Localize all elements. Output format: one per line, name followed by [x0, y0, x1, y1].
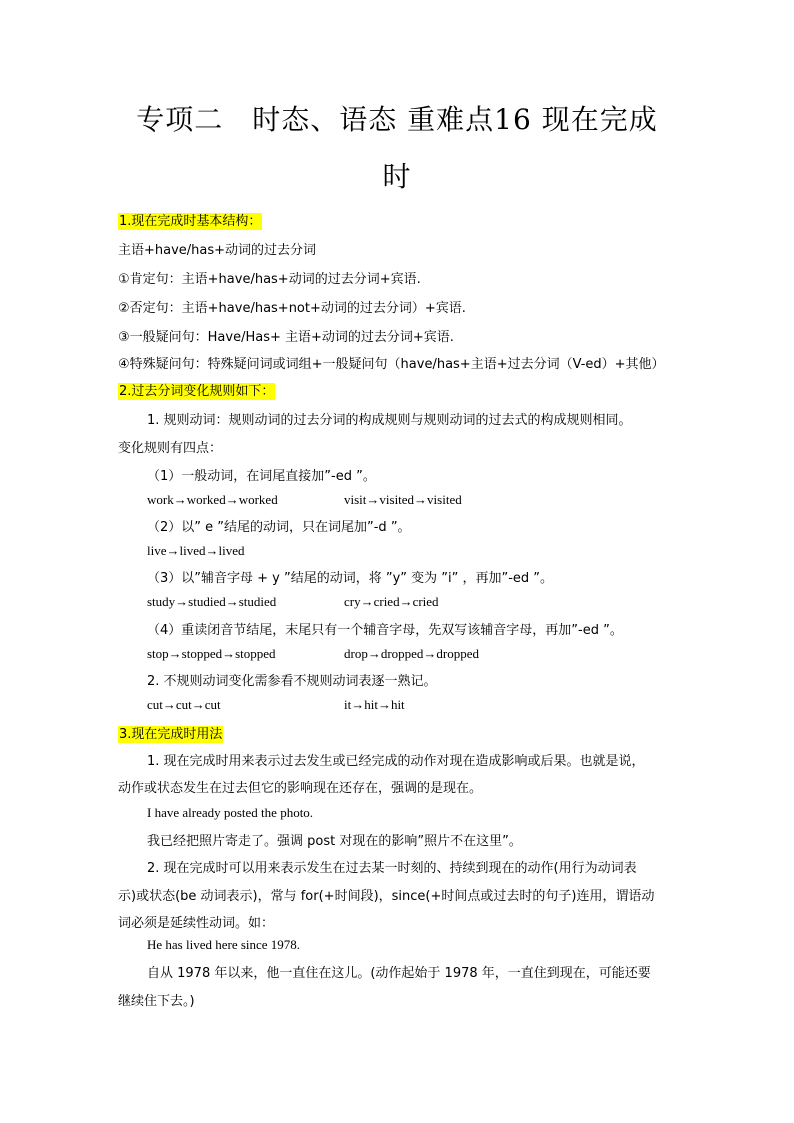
example-3a: study→studied→studied [147, 594, 277, 609]
usage-1-text: 1. 现在完成时用来表示过去发生或已经完成的动作对现在造成影响或后果。也就是说， [147, 754, 645, 769]
example-sentence-1: I have already posted the photo. [147, 805, 314, 820]
example-5b: it→hit→hit [344, 697, 405, 712]
rule-1-continued: 变化规则有四点： [118, 441, 223, 456]
usage-2-text: 2. 现在完成时可以用来表示发生在过去某一时刻的、持续到现在的动作(用行为动词表 [147, 861, 637, 876]
example-5a: cut→cut→cut [147, 697, 221, 712]
sub-rule-4: （4）重读闭音节结尾，末尾只有一个辅音字母，先双写该辅音字母，再加”-ed ”。 [147, 623, 623, 638]
negative-line: ②否定句：主语+have/has+not+动词的过去分词）+宾语. [118, 301, 466, 316]
general-question-line: ③一般疑问句：Have/Has+ 主语+动词的过去分词+宾语. [118, 330, 454, 345]
example-4a: stop→stopped→stopped [147, 646, 276, 661]
example-translation-2: 自从 1978 年以来，他一直住在这儿。(动作起始于 1978 年，一直住到现在，可能还要 [147, 966, 651, 981]
example-translation-2-continued: 继续住下去。) [118, 994, 195, 1009]
sub-rule-3: （3）以”辅音字母 + y ”结尾的动词，将 ”y” 变为 ”i” ，再加”-ed ”。 [147, 571, 554, 586]
page-title-line-1: 专项二 时态、语态 重难点16 现在完成 [136, 103, 658, 136]
affirmative-line: ①肯定句：主语+have/has+动词的过去分词+宾语. [118, 272, 421, 287]
example-4b: drop→dropped→dropped [344, 646, 480, 661]
usage-1-continued: 动作或状态发生在过去但它的影响现在还存在，强调的是现在。 [118, 781, 483, 796]
example-translation-1: 我已经把照片寄走了。强调 post 对现在的影响”照片不在这里”。 [147, 834, 522, 849]
rule-2-text: 2. 不规则动词变化需参看不规则动词表逐一熟记。 [147, 674, 437, 689]
section-1-heading: 1.现在完成时基本结构： [119, 214, 262, 229]
example-1b: visit→visited→visited [344, 492, 462, 507]
page-title-line-2: 时 [382, 160, 412, 193]
example-sentence-2: He has lived here since 1978. [147, 937, 301, 952]
example-2a: live→lived→lived [147, 543, 245, 558]
example-1a: work→worked→worked [147, 492, 278, 507]
usage-2-continued: 示)或状态(be 动词表示)，常与 for(+时间段)，since(+时间点或过去时的句子)连用，谓语动 [118, 889, 655, 904]
usage-2-end: 词必须是延续性动词。如： [118, 916, 275, 931]
sub-rule-1: （1）一般动词，在词尾直接加”-ed ”。 [147, 469, 376, 484]
example-3b: cry→cried→cried [344, 594, 439, 609]
sub-rule-2: （2）以” e ”结尾的动词，只在词尾加”-d ”。 [147, 520, 411, 535]
rule-1-text: 1. 规则动词：规则动词的过去分词的构成规则与规则动词的过去式的构成规则相同。 [147, 413, 632, 428]
section-2-heading: 2.过去分词变化规则如下： [119, 384, 275, 399]
special-question-line: ④特殊疑问句：特殊疑问词或词组+一般疑问句（have/has+主语+过去分词（V-ed）+其他） [118, 357, 665, 372]
section-3-heading: 3.现在完成时用法 [119, 727, 223, 742]
structure-line: 主语+have/has+动词的过去分词 [118, 243, 317, 258]
